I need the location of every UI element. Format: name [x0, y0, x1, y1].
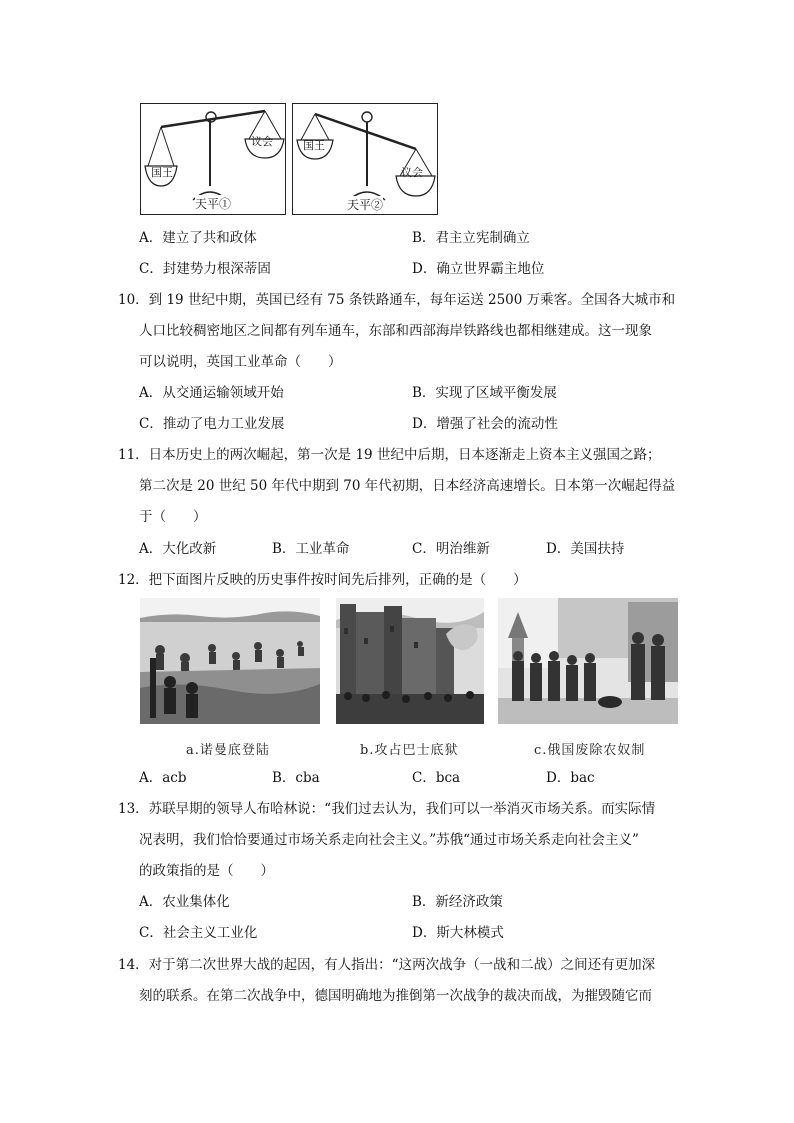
q11-stem-line-3: 于（ ）: [139, 509, 207, 525]
q9-option-b[interactable]: B．君主立宪制确立: [412, 230, 530, 246]
q10-option-c[interactable]: C．推动了电力工业发展: [139, 416, 285, 432]
photo-storming-bastille: [336, 598, 484, 724]
q12-option-d[interactable]: D．bac: [546, 770, 595, 786]
scale-figure-2: [292, 103, 438, 215]
q14-stem-line-2: 刻的联系。在第二次战争中，德国明确地为推倒第一次战争的裁决而战，为摧毁随它而: [139, 988, 652, 1004]
q13-stem-line-1: 13．苏联早期的领导人布哈林说：“我们过去认为，我们可以一举消灭市场关系。而实际情: [118, 801, 656, 817]
caption-b: b.攻占巴士底狱: [360, 743, 459, 758]
q10-option-b[interactable]: B．实现了区域平衡发展: [412, 385, 557, 401]
q9-option-d[interactable]: D．确立世界霸主地位: [412, 261, 545, 277]
photo-normandy-landing: [140, 598, 320, 724]
q13-option-b[interactable]: B．新经济政策: [412, 894, 503, 910]
q10-stem-line-2: 人口比较稠密地区之间都有列车通车，东部和西部海岸铁路线也都相继建成。这一现象: [139, 323, 652, 339]
scale-1-title: 天平①: [195, 197, 232, 211]
q13-option-d[interactable]: D．斯大林模式: [412, 925, 504, 941]
q13-option-c[interactable]: C．社会主义工业化: [139, 925, 258, 941]
q10-option-d[interactable]: D．增强了社会的流动性: [412, 416, 558, 432]
q12-stem-line-1: 12．把下面图片反映的历史事件按时间先后排列，正确的是（ ）: [118, 572, 527, 588]
q11-option-c[interactable]: C．明治维新: [412, 541, 490, 557]
q11-stem-line-2: 第二次是 20 世纪 50 年代中期到 70 年代初期，日本经济高速增长。日本第一次崛起得益: [139, 478, 676, 494]
scale-2-left-pan-label: 国王: [303, 139, 325, 152]
q11-option-b[interactable]: B．工业革命: [272, 541, 350, 557]
q10-option-a[interactable]: A．从交通运输领域开始: [139, 385, 284, 401]
q12-option-b[interactable]: B．cba: [272, 770, 320, 786]
photo-abolition-serfdom: [498, 598, 678, 724]
bastille-image: [336, 598, 484, 724]
q13-stem-line-2: 况表明，我们恰恰要通过市场关系走向社会主义。”苏俄“通过市场关系走向社会主义”: [139, 832, 639, 848]
q12-option-c[interactable]: C．bca: [412, 770, 461, 786]
q10-stem-line-3: 可以说明，英国工业革命（ ）: [139, 354, 342, 370]
q12-option-a[interactable]: A．acb: [139, 770, 187, 786]
scale-1-right-pan-label: 议会: [251, 135, 273, 148]
caption-c: c.俄国废除农奴制: [534, 743, 646, 758]
q10-stem-line-1: 10．到 19 世纪中期，英国已经有 75 条铁路通车，每年运送 2500 万乘客。全国各大城市和: [118, 292, 676, 308]
q11-option-d[interactable]: D．美国扶持: [546, 541, 625, 557]
q13-option-a[interactable]: A．农业集体化: [139, 894, 230, 910]
serfdom-abolition-image: [498, 598, 678, 724]
scale-1-left-pan-label: 国王: [151, 166, 173, 179]
scale-2-right-pan-label: 议会: [401, 166, 423, 179]
q13-stem-line-3: 的政策指的是（ ）: [139, 863, 274, 879]
q11-stem-line-1: 11．日本历史上的两次崛起，第一次是 19 世纪中后期，日本逐渐走上资本主义强国之路；: [118, 447, 661, 463]
q9-option-c[interactable]: C．封建势力根深蒂固: [139, 261, 271, 277]
normandy-landing-image: [140, 598, 320, 724]
q9-option-a[interactable]: A．建立了共和政体: [139, 230, 257, 246]
scale-2-title: 天平②: [347, 198, 384, 212]
q14-stem-line-1: 14．对于第二次世界大战的起因，有人指出：“这两次战争（一战和二战）之间还有更加深: [118, 957, 656, 973]
scale-figure-1: [140, 103, 286, 215]
q11-option-a[interactable]: A．大化改新: [139, 541, 217, 557]
caption-a: a.诺曼底登陆: [186, 743, 270, 758]
